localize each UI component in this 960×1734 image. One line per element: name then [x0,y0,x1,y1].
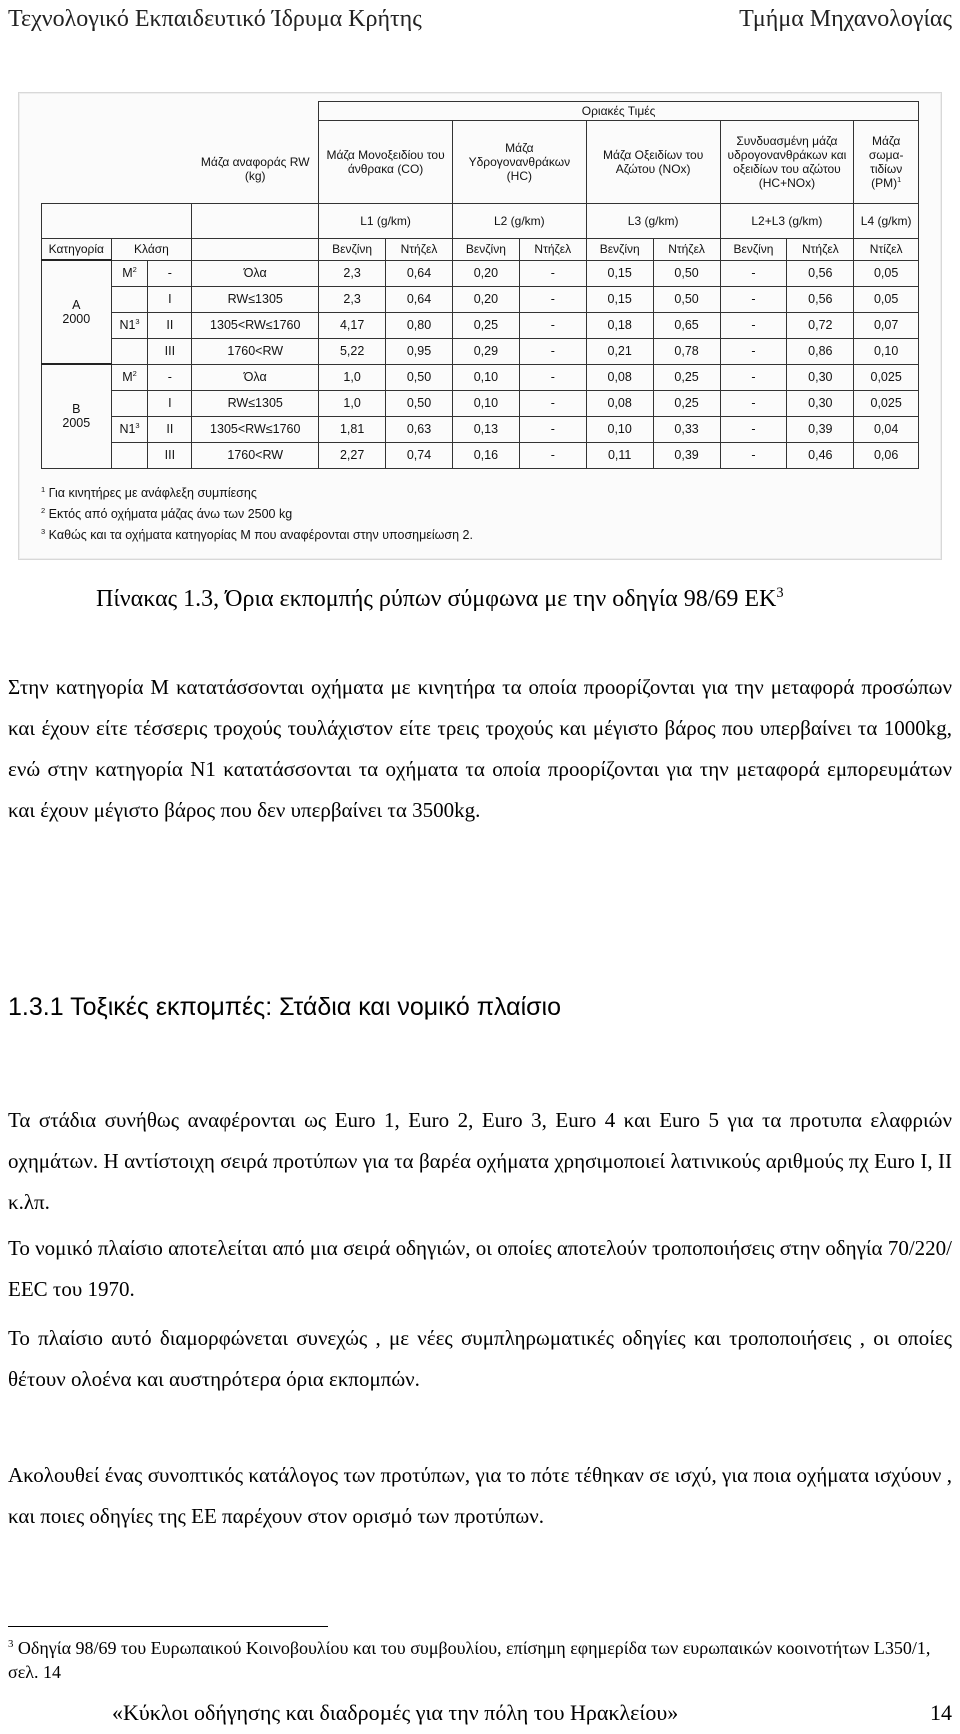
limit-value: 0,30 [787,364,854,390]
limit-value: - [519,442,586,468]
hcnox-petrol: Βενζίνη [720,239,787,261]
limit-value: 0,39 [653,442,720,468]
vehicle-class: - [148,260,192,286]
limit-value: 1,0 [319,364,386,390]
table-note: $^2$ Εκτός από οχήματα μάζας άνω των 2500 kg [41,505,293,521]
limit-value: 0,63 [386,416,453,442]
limit-value: 0,20 [452,260,519,286]
l4-label: L4 (g/km) [854,204,919,239]
limit-value: 0,80 [386,312,453,338]
limit-value: 0,05 [854,286,919,312]
table-row [42,442,919,468]
limit-value: - [519,416,586,442]
pm-diesel: Ντίζελ [854,239,919,261]
col-co: Μάζα Μονοξειδίου του άνθρακα (CO) [319,121,453,204]
table-row [42,260,919,286]
limit-value: 0,08 [586,390,653,416]
paragraph-stages: Τα στάδια συνήθως αναφέρονται ως Euro 1, Euro 2, Euro 3, Euro 4 και Euro 5 για τα προτυπα ελαφριών οχημάτων. Η αντίστοιχη σειρά προτύπων για τα βαρέα οχήματα χρησιμοποιεί λατινικούς αριθμούς πχ Euro I, II κ.λπ. [8,1108,952,1214]
limit-value: 5,22 [319,338,386,364]
limit-value: 0,39 [787,416,854,442]
limit-value: - [519,260,586,286]
limit-value: 1,81 [319,416,386,442]
limit-value: 0,16 [452,442,519,468]
co-petrol: Βενζίνη [319,239,386,261]
limit-value: 0,46 [787,442,854,468]
limit-value: 0,56 [787,260,854,286]
limit-value: 0,10 [854,338,919,364]
co-diesel: Ντήζελ [386,239,453,261]
col-pm: Μάζα σωμα- τιδίων (PM)$^1$ [854,121,919,204]
col-hc: Μάζα Υδρογονανθράκων (HC) [452,121,586,204]
limit-value: - [720,390,787,416]
col-nox: Μάζα Οξειδίων του Αζώτου (NOx) [586,121,720,204]
group-header: Οριακές Τιμές [319,102,919,121]
reference-mass: 1305<RW≤1760 [192,312,319,338]
limit-value: 0,18 [586,312,653,338]
limit-value: 0,64 [386,260,453,286]
limit-value: - [720,338,787,364]
limit-value: 0,25 [452,312,519,338]
limit-value: 0,50 [653,286,720,312]
table-row [42,338,919,364]
table-note: $^3$ Καθώς και τα οχήματα κατηγορίας Μ που αναφέρονται στην υποσημείωση 2. [41,526,473,542]
limit-value: 0,78 [653,338,720,364]
limit-value: 0,11 [586,442,653,468]
limit-value: - [519,364,586,390]
limit-value: 0,56 [787,286,854,312]
vehicle-category [111,390,148,416]
limit-value: 2,3 [319,260,386,286]
limit-value: 0,04 [854,416,919,442]
cat-header: Κατηγορία [42,239,112,261]
limit-value: 0,50 [386,364,453,390]
hc-diesel: Ντήζελ [519,239,586,261]
limit-value: 0,20 [452,286,519,312]
table-row [42,364,919,390]
table-row [42,416,919,442]
limit-value: 0,25 [653,364,720,390]
limit-value: 0,08 [586,364,653,390]
limit-value: - [720,286,787,312]
hcnox-diesel: Ντήζελ [787,239,854,261]
vehicle-class: I [148,286,192,312]
limit-value: 0,50 [386,390,453,416]
vehicle-category [111,338,148,364]
limit-value: 0,15 [586,286,653,312]
reference-mass: RW≤1305 [192,390,319,416]
limit-value: 0,025 [854,364,919,390]
vehicle-class: - [148,364,192,390]
limit-value: 0,07 [854,312,919,338]
limit-value: 0,65 [653,312,720,338]
vehicle-category: $N1^3$ [111,312,148,338]
reference-mass: 1760<RW [192,442,319,468]
limit-value: 0,06 [854,442,919,468]
limit-value: - [720,364,787,390]
col-mass-ref: Μάζα αναφοράς RW (kg) [192,152,319,187]
limit-value: 0,10 [452,364,519,390]
footnote: $^3$ Οδηγία 98/69 του Ευρωπαικού Κοινοβουλίου και του συμβουλίου, επίσημη εφημερίδα των ευρωπαικών κοοινοτήτων L350/1, σελ. 14 [8,1638,931,1682]
limit-value: 4,17 [319,312,386,338]
col-hcnox: Συνδυασμένη μάζα υδρογονανθράκων και οξειδίων του αζώτου (HC+NOx) [720,121,854,204]
table-row [42,286,919,312]
footer-title: «Κύκλοι οδήγησης και διαδροµές για την πόλη του Ηρακλείου» [112,1700,679,1725]
limit-value: 0,21 [586,338,653,364]
paragraph-continuous: Το πλαίσιο αυτό διαμορφώνεται συνεχώς , με νέες συμπληρωματικές οδηγίες και τροποποιήσεις , οι οποίες θέτουν ολοένα και αυστηρότερα όρια εκπομπών. [8,1326,952,1391]
limit-value: 0,10 [452,390,519,416]
reference-mass: 1760<RW [192,338,319,364]
nox-diesel: Ντήζελ [653,239,720,261]
vehicle-category: $M^2$ [111,260,148,286]
vehicle-class: III [148,442,192,468]
paragraph-legal-framework: Το νομικό πλαίσιο αποτελείται από μια σειρά οδηγιών, οι οποίες αποτελούν τροποποιήσεις στην οδηγία 70/220/ΕΕC του 1970. [8,1236,952,1301]
emission-limits-table-scan [18,92,942,560]
limit-value: - [519,338,586,364]
page-header [8,6,952,34]
vehicle-category [111,442,148,468]
hc-petrol: Βενζίνη [452,239,519,261]
stage-group-cell: A 2000 [42,260,112,364]
table-row [42,312,919,338]
limit-value: 0,72 [787,312,854,338]
limit-value: 0,86 [787,338,854,364]
limit-value: 0,13 [452,416,519,442]
table-notes [41,483,473,546]
reference-mass: RW≤1305 [192,286,319,312]
vehicle-category: $M^2$ [111,364,148,390]
reference-mass: Όλα [192,364,319,390]
limit-value: 1,0 [319,390,386,416]
limit-value: - [720,442,787,468]
limit-value: - [519,286,586,312]
l2-label: L2 (g/km) [452,204,586,239]
vehicle-class: II [148,312,192,338]
limit-value: 0,50 [653,260,720,286]
limit-value: 0,25 [653,390,720,416]
vehicle-class: I [148,390,192,416]
limit-value: 2,3 [319,286,386,312]
reference-mass: Όλα [192,260,319,286]
limit-value: - [720,260,787,286]
emission-limits-table [41,101,919,469]
limit-value: 0,15 [586,260,653,286]
header-institution: Τεχνολογικό Εκπαιδευτικό Ίδρυμα Κρήτης [8,6,422,32]
l23-label: L2+L3 (g/km) [720,204,854,239]
limit-value: - [519,312,586,338]
limit-value: - [720,416,787,442]
nox-petrol: Βενζίνη [586,239,653,261]
limit-value: - [720,312,787,338]
l1-label: L1 (g/km) [319,204,453,239]
vehicle-class: II [148,416,192,442]
limit-value: 2,27 [319,442,386,468]
limit-value: 0,74 [386,442,453,468]
limit-value: 0,10 [586,416,653,442]
limit-value: 0,95 [386,338,453,364]
limit-value: 0,33 [653,416,720,442]
section-heading: 1.3.1 Τοξικές εκπομπές: Στάδια και νομικό πλαίσιο [8,993,562,1021]
limit-value: - [519,390,586,416]
paragraph-summary-list: Ακολουθεί ένας συνοπτικός κατάλογος των προτύπων, για το πότε τέθηκαν σε ισχύ, για ποια οχήματα ισχύουν , και ποιες οδηγίες της ΕΕ παρέχουν στον ορισμό των προτύπων. [8,1463,952,1528]
vehicle-class: III [148,338,192,364]
paragraph-category-m: Στην κατηγορία Μ κατατάσσονται οχήματα με κινητήρα τα οποία προορίζονται για την μεταφορά προσώπων και έχουν είτε τέσσερις τροχούς τουλάχιστον είτε τρεις τροχούς και μέγιστο βάρος που υπερβαίνει τα 1000kg, ενώ στην κατηγορία Ν1 κατατάσσονται τα οχήματα τα οποία προορίζονται για την μεταφορά εμπορευμάτων και έχουν μέγιστο βάρος που δεν υπερβαίνει τα 3500kg. [8,675,952,822]
page-number: 14 [930,1700,952,1725]
class-header: Κλάση [111,239,192,261]
vehicle-category: $N1^3$ [111,416,148,442]
limit-value: 0,30 [787,390,854,416]
vehicle-category [111,286,148,312]
header-department: Τμήμα Μηχανολογίας [739,6,952,32]
footnote-divider [8,1626,328,1627]
reference-mass: 1305<RW≤1760 [192,416,319,442]
stage-group-cell: B 2005 [42,364,112,468]
limit-value: 0,025 [854,390,919,416]
table-note: $^1$ Για κινητήρες με ανάφλεξη συμπίεσης [41,484,257,500]
limit-value: 0,29 [452,338,519,364]
limit-value: 0,05 [854,260,919,286]
limit-value: 0,64 [386,286,453,312]
table-row [42,390,919,416]
l3-label: L3 (g/km) [586,204,720,239]
